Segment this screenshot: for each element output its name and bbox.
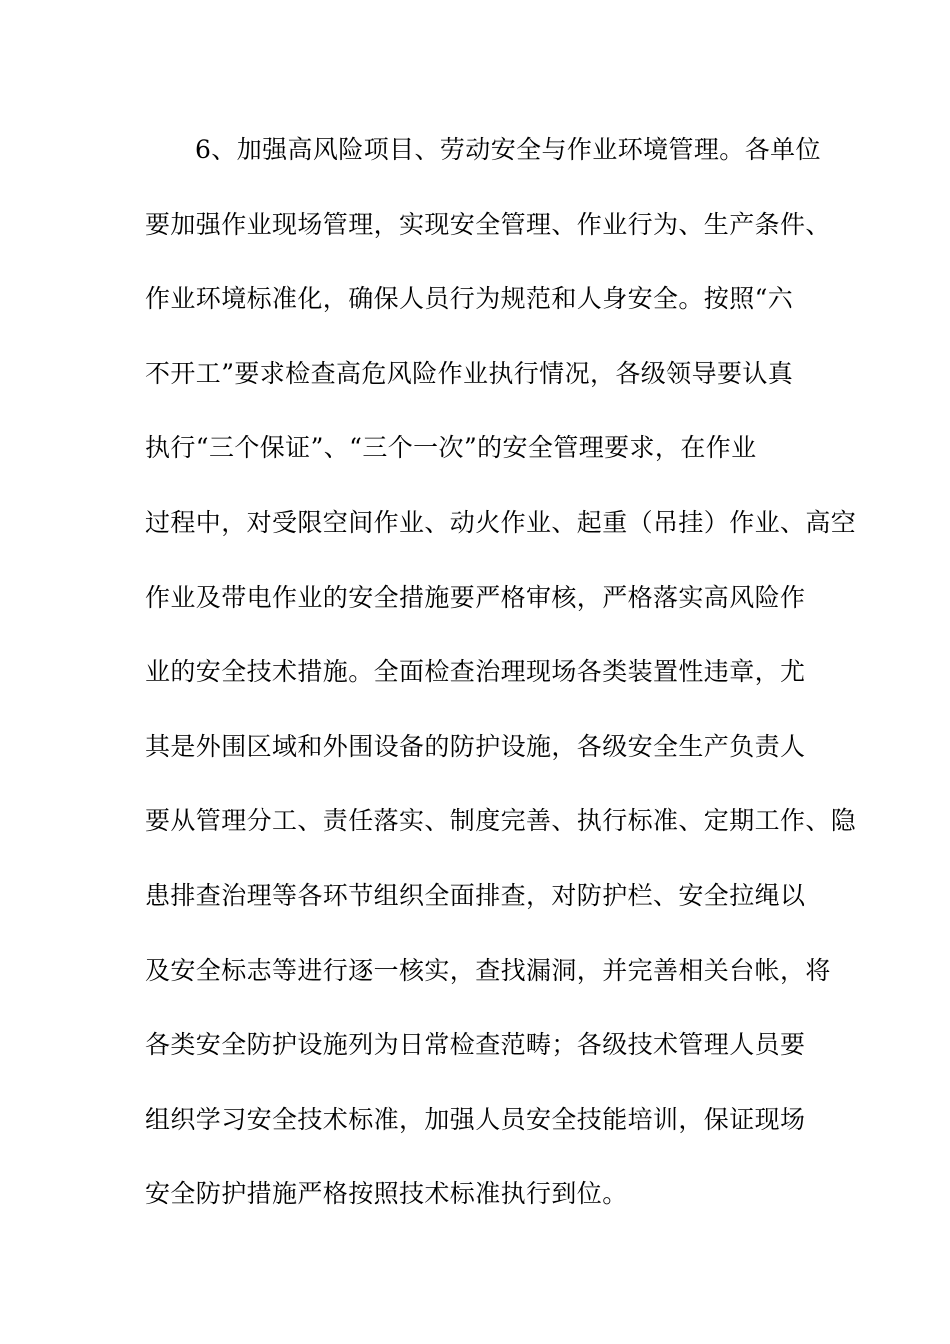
paragraph-line-4: 不开工”要求检查高危风险作业执行情况，各级领导要认真 — [145, 358, 794, 388]
paragraph-line-3: 作业环境标准化，确保人员行为规范和人身安全。按照“六 — [145, 284, 794, 314]
paragraph-line-13: 各类安全防护设施列为日常检查范畴；各级技术管理人员要 — [145, 1030, 806, 1060]
paragraph-line-15: 安全防护措施严格按照技术标准执行到位。 — [145, 1179, 628, 1209]
paragraph-line-6: 过程中，对受限空间作业、动火作业、起重（吊挂）作业、高空 — [145, 507, 857, 537]
paragraph-line-5: 执行“三个保证”、“三个一次”的安全管理要求，在作业 — [145, 433, 757, 463]
paragraph — [145, 129, 857, 1248]
paragraph-line-12: 及安全标志等进行逐一核实，查找漏洞，并完善相关台帐，将 — [145, 955, 831, 985]
paragraph-line-10: 要从管理分工、责任落实、制度完善、执行标准、定期工作、隐 — [145, 806, 857, 836]
paragraph-line-8: 业的安全技术措施。全面检查治理现场各类装置性违章，尤 — [145, 657, 806, 687]
paragraph-line-14: 组织学习安全技术标准，加强人员安全技能培训，保证现场 — [145, 1104, 806, 1134]
paragraph-line-1: 6、加强高风险项目、劳动安全与作业环境管理。各单位 — [195, 135, 821, 164]
paragraph-line-9: 其是外围区域和外围设备的防护设施，各级安全生产负责人 — [145, 731, 806, 761]
paragraph-line-7: 作业及带电作业的安全措施要严格审核，严格落实高风险作 — [145, 582, 806, 612]
paragraph-line-11: 患排查治理等各环节组织全面排查，对防护栏、安全拉绳以 — [145, 880, 806, 910]
paragraph-line-2: 要加强作业现场管理，实现安全管理、作业行为、生产条件、 — [145, 209, 831, 239]
